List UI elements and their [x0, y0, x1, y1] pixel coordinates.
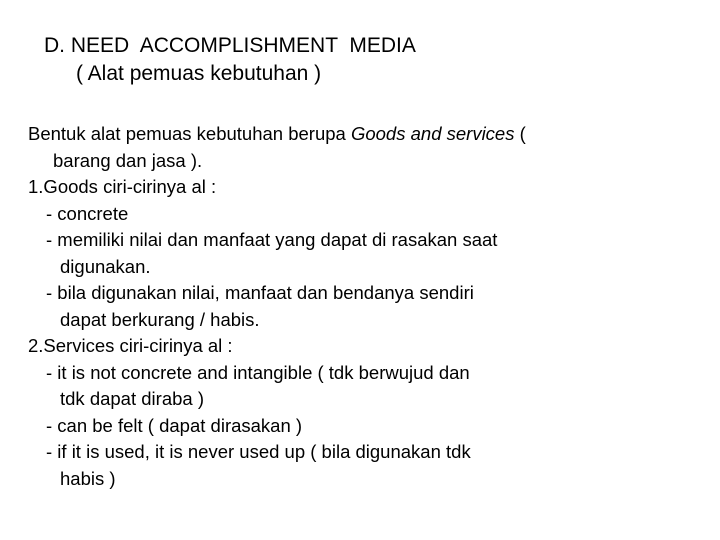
slide-header: [44, 32, 684, 88]
goods-item-continued: digunakan.: [60, 255, 151, 277]
goods-heading: 1.Goods ciri-cirinya al :: [28, 176, 217, 197]
services-item: - can be felt ( dapat dirasakan ): [46, 414, 303, 436]
goods-item: - concrete: [46, 202, 129, 224]
services-item: - if it is used, it is never used up ( bila digunakan tdk: [46, 441, 471, 462]
goods-item: - memiliki nilai dan manfaat yang dapat di rasakan saat: [46, 229, 498, 250]
slide-title: D. NEED ACCOMPLISHMENT MEDIA: [44, 34, 416, 57]
intro-continued-line: barang dan jasa ).: [53, 149, 203, 171]
slide-subtitle: ( Alat pemuas kebutuhan ): [76, 62, 322, 85]
services-item: - it is not concrete and intangible ( tdk berwujud dan: [46, 361, 470, 383]
intro-text: Bentuk alat pemuas kebutuhan berupa: [28, 123, 351, 144]
intro-paren: (: [514, 123, 526, 144]
intro-line: [28, 121, 698, 148]
services-item-continued: tdk dapat diraba ): [60, 388, 204, 409]
goods-item: - bila digunakan nilai, manfaat dan bendanya sendiri: [46, 282, 474, 303]
slide-body: [28, 121, 698, 492]
services-heading: 2.Services ciri-cirinya al :: [28, 335, 233, 356]
services-item-continued: habis ): [60, 467, 116, 489]
goods-item-continued: dapat berkurang / habis.: [60, 308, 260, 330]
intro-italic-text: Goods and services: [350, 123, 515, 144]
